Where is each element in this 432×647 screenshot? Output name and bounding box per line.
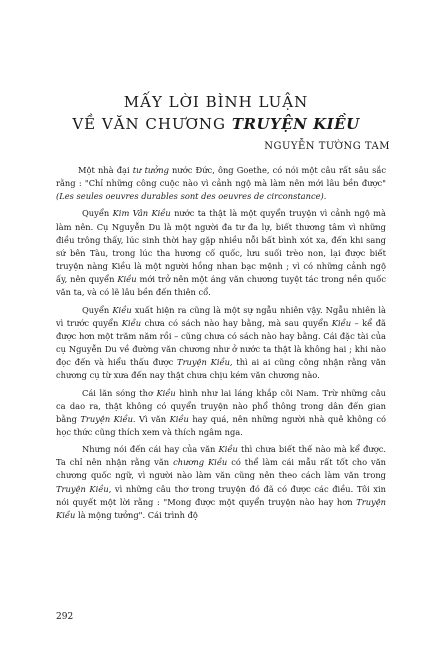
text-run: chưa có sách nào hay bằng, mà sau quyển	[141, 317, 332, 328]
text-run: thì ai ai cũng công nhận rằng văn chương cụ từ xưa đến nay thật chưa chịu kém văn chương nào.	[56, 357, 386, 381]
italic-text-run: Truyện Kiều.	[80, 413, 136, 424]
italic-text-run: Kiều	[218, 444, 238, 455]
text-run: – kể đã được hơn một trăm năm rồi – cũng chưa có sách nào hay bằng. Cái đặc tài của cụ Nguyễn Du về đường văn chương như ở nước ta thật là không hai ; khi nào đọc đến và hiểu thấu được	[56, 317, 386, 368]
text-run: Nhưng nói đến cái hay của văn	[82, 444, 219, 455]
italic-text-run: (Les seules oeuvres durables sont des oeuvres de circonstance).	[56, 191, 327, 202]
paragraph	[56, 207, 386, 299]
author-name: NGUYỄN TƯỜNG TAM	[264, 141, 390, 152]
title-line-2-prefix: VỀ VĂN CHƯƠNG	[72, 115, 232, 133]
paragraph	[56, 387, 386, 440]
text-run: nước Đức, ông Goethe, có nói một câu rất sâu sắc rằng : "Chỉ những công cuộc nào vì cảnh ngộ mà làm nên mới lâu bền được"	[56, 165, 386, 189]
italic-text-run: Kiều	[112, 304, 132, 315]
italic-text-run: Kiều	[156, 387, 176, 398]
page-number: 292	[56, 612, 74, 622]
text-run: Cái lăn sóng thơ	[82, 387, 157, 398]
italic-text-run: Kiều	[169, 413, 189, 424]
text-run: xuất hiện ra cũng là một sự ngẫu nhiên vậy. Ngẫu nhiên là vì trước quyển	[56, 304, 386, 328]
italic-text-run: Truyện Kiều	[56, 496, 386, 520]
text-run: là mộng tưởng". Cái trình độ	[75, 509, 198, 520]
text-run: thì chưa biết thế nào mà kể được. Ta chỉ nên nhận rằng văn	[56, 444, 387, 468]
text-run: có thể làm cái mẫu rất tốt cho văn chương quốc ngữ, vì người nào làm văn cũng nên theo cách làm văn trong	[56, 457, 387, 481]
italic-text-run: Kiều	[117, 274, 137, 285]
italic-text-run: Truyện Kiều,	[56, 483, 112, 494]
paragraph	[56, 304, 386, 383]
text-run: hình như lai láng khắp cõi Nam. Trừ những câu ca dao ra, thật không có quyển truyện nào phổ thông trong dân đến gian bằng	[56, 387, 386, 424]
text-run: Quyển	[82, 208, 113, 219]
italic-text-run: chương Kiều	[173, 457, 228, 468]
italic-text-run: Kiều	[121, 317, 142, 328]
italic-text-run: Kiều	[331, 317, 352, 328]
title-line-2	[0, 115, 432, 133]
italic-text-run: Kim Vân Kiều	[112, 208, 171, 219]
text-run: hay quá, nên những người nhà quê không có học thức cũng thích xem và thích ngâm nga.	[56, 413, 386, 437]
italic-text-run: Truyện Kiều,	[177, 357, 233, 368]
italic-text-run: tư tưởng	[132, 165, 169, 175]
title-line-2-emphasis: TRUYỆN KIỀU	[231, 115, 360, 133]
article-body	[56, 164, 386, 526]
text-run: mới trở nên một áng văn chương tuyệt tác trong nền quốc văn ta, và có lẽ lâu bền đến thiên cổ.	[56, 274, 386, 298]
paragraph	[56, 164, 386, 203]
text-run: Vì văn	[135, 413, 170, 424]
text-run: vì những câu thơ trong truyện đó đã có được các điều. Tôi xin nói quyết một lời rằng : "Mong được một quyển truyện nào hay hơn	[56, 483, 386, 507]
paragraph	[56, 443, 386, 522]
text-run: Một nhà đại	[78, 165, 133, 175]
title-line-1: MẤY LỜI BÌNH LUẬN	[123, 93, 309, 111]
text-run: Quyển	[82, 304, 113, 315]
text-run: nước ta thật là một quyển truyện vì cảnh ngộ mà làm nên. Cụ Nguyễn Du là một người đa tư đa lự, biết thương tâm vì những điều trông thấy, lúc sinh thời hay gặp nhiều nỗi bất bình xót xa, đến khi sang sứ bên Tàu, trong lúc tha hương cố quốc, lưu suối trèo non, lại được biết truyện nàng Kiều là một người hồng nhan bạc mệnh ; vì có những cảnh ngộ ấy, nên quyển	[56, 208, 386, 285]
